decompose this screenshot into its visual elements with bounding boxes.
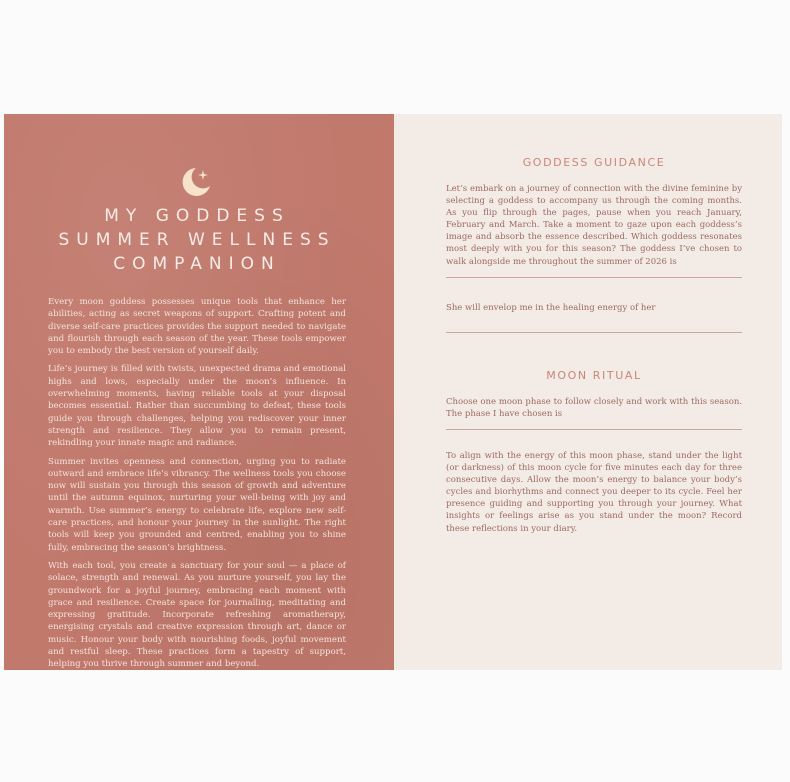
- intro-paragraph-4: With each tool, you create a sanctuary for your soul — a place of solace, strength and renewal. As you nurture yourself, you lay the groundwork for a joyful journey, embracing each moment with grace and resilience. Create space for journalling, meditating and expressing gratitude. Incorporate refreshing aromatherapy, energising crystals and creative expression through art, dance or music. Honour your body with nourishing foods, joyful movement and restful sleep. These practices form a tapestry of support, helping you thrive through summer and beyond.: [48, 560, 346, 670]
- title-line-2: SUMMER WELLNESS: [58, 230, 336, 250]
- moon-ritual-heading: MOON RITUAL: [546, 368, 642, 382]
- title-line-3: COMPANION: [113, 254, 281, 274]
- intro-paragraph-3: Summer invites openness and connection, urging you to radiate outward and embrace life’s vibrancy. The wellness tools you choose now will sustain you through this season of growth and adventure until the autumn equinox, nurturing your well-being with joy and warmth. Use summer’s energy to celebrate life, explore new self-care practices, and honour your journey in the sunlight. The right tools will keep you grounded and centred, enabling you to shine fully, embracing the season’s brightness.: [48, 456, 346, 553]
- crescent-moon-star-icon: [179, 164, 215, 200]
- title-line-1: MY GODDESS: [104, 206, 290, 226]
- ritual-paragraph: Choose one moon phase to follow closely and work with this season. The phase I have chosen is: [446, 396, 742, 419]
- book-spread: [4, 114, 782, 670]
- right-page: [394, 114, 782, 670]
- envelop-prompt: She will envelop me in the healing energy of her: [446, 302, 656, 313]
- intro-paragraph-2: Life’s journey is filled with twists, unexpected drama and emotional highs and lows, especially under the moon’s influence. In overwhelming moments, having reliable tools at your disposal becomes essential. Rather than succumbing to defeat, these tools guide you through challenges, helping you rediscover your inner strength and resilience. They allow you to remain present, rekindling your innate magic and radiance.: [48, 364, 346, 449]
- align-paragraph: To align with the energy of this moon phase, stand under the light (or darkness) of this moon cycle for five minutes each day for three consecutive days. Allow the moon’s energy to balance your body’s cycles and biorhythms and connect you deeper to its cycle. Feel her presence guiding and supporting you through your journey. What insights or feelings arise as you stand under the moon? Record these reflections in your diary.: [446, 450, 742, 534]
- intro-paragraph-1: Every moon goddess possesses unique tools that enhance her abilities, acting as secret weapons of support. Crafting potent and diverse self-care practices provides the support needed to navigate and flourish through each season of the year. These tools empower you to embody the best version of yourself daily.: [48, 297, 346, 357]
- page-title: [48, 204, 346, 276]
- left-page: [4, 114, 394, 670]
- goddess-guidance-heading: GODDESS GUIDANCE: [522, 156, 666, 169]
- guidance-paragraph: Let’s embark on a journey of connection with the divine feminine by selecting a goddess to accompany us through the coming months. As you flip through the pages, pause when you reach January, February and March. Take a moment to gaze upon each goddess’s image and absorb the essence described. Which goddess resonates most deeply with you for this season? The goddess I’ve chosen to walk alongside me throughout the summer of 2026 is: [446, 184, 742, 267]
